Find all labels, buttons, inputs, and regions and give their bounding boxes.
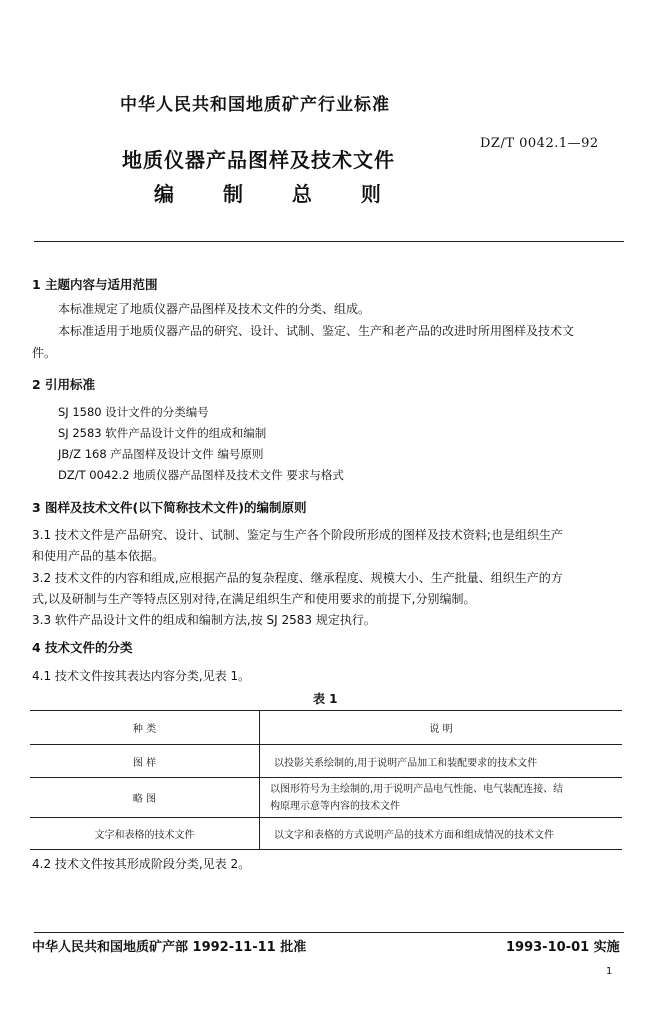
clause-4-1: 4.1 技术文件按其表达内容分类,见表 1。 bbox=[32, 669, 251, 683]
reference-item: SJ 2583 软件产品设计文件的组成和编制 bbox=[58, 426, 267, 440]
clause-3-1: 3.1 技术文件是产品研究、设计、试制、鉴定与生产各个阶段所形成的图样及技术资料;也是组织生产 bbox=[32, 528, 563, 542]
section-1-paragraph-2-cont: 件。 bbox=[32, 346, 57, 360]
clause-3-1-cont: 和使用产品的基本依据。 bbox=[32, 549, 165, 563]
clause-4-2: 4.2 技术文件按其形成阶段分类,见表 2。 bbox=[32, 857, 251, 871]
table-header-description: 说 明 bbox=[260, 711, 623, 745]
clause-3-3: 3.3 软件产品设计文件的组成和编制方法,按 SJ 2583 规定执行。 bbox=[32, 613, 376, 627]
clause-3-2: 3.2 技术文件的内容和组成,应根据产品的复杂程度、继承程度、规模大小、生产批量、组织生产的方 bbox=[32, 571, 563, 585]
reference-item: SJ 1580 设计文件的分类编号 bbox=[58, 405, 209, 419]
header-divider bbox=[34, 241, 624, 242]
table-header-row bbox=[30, 711, 622, 745]
industry-standard-heading: 中华人民共和国地质矿产行业标准 bbox=[120, 95, 390, 115]
table-cell-description-line: 以图形符号为主绘制的,用于说明产品电气性能、电气装配连接、结 bbox=[270, 783, 564, 795]
table-cell-kind: 略 图 bbox=[30, 778, 260, 818]
table-1-caption: 表 1 bbox=[313, 692, 338, 706]
table-cell-description-line: 构原理示意等内容的技术文件 bbox=[270, 800, 400, 812]
table-cell-description: 以文字和表格的方式说明产品的技术方面和组成情况的技术文件 bbox=[260, 818, 623, 850]
section-4-heading: 4 技术文件的分类 bbox=[32, 640, 133, 655]
section-1-paragraph-1: 本标准规定了地质仪器产品图样及技术文件的分类、组成。 bbox=[58, 302, 371, 316]
section-1-paragraph-2: 本标准适用于地质仪器产品的研究、设计、试制、鉴定、生产和老产品的改进时所用图样及技术文 bbox=[58, 324, 575, 338]
clause-3-2-cont: 式,以及研制与生产等特点区别对待,在满足组织生产和使用要求的前提下,分别编制。 bbox=[32, 592, 476, 606]
table-cell-kind: 图 样 bbox=[30, 745, 260, 778]
table-row bbox=[30, 818, 622, 850]
section-2-heading: 2 引用标准 bbox=[32, 377, 96, 392]
table-row bbox=[30, 745, 622, 778]
table-cell-kind: 文字和表格的技术文件 bbox=[30, 818, 260, 850]
classification-table bbox=[30, 710, 622, 850]
section-1-heading: 1 主题内容与适用范围 bbox=[32, 277, 158, 292]
page-number: 1 bbox=[606, 966, 613, 977]
implementation-date: 1993-10-01 实施 bbox=[506, 940, 620, 955]
section-3-heading: 3 图样及技术文件(以下简称技术文件)的编制原则 bbox=[32, 500, 307, 515]
table-cell-description: 以投影关系绘制的,用于说明产品加工和装配要求的技术文件 bbox=[260, 745, 623, 778]
table-cell-description bbox=[260, 778, 623, 818]
table-row bbox=[30, 778, 622, 818]
footer-divider bbox=[34, 932, 624, 933]
approval-note: 中华人民共和国地质矿产部 1992-11-11 批准 bbox=[32, 940, 307, 955]
reference-item: DZ/T 0042.2 地质仪器产品图样及技术文件 要求与格式 bbox=[58, 468, 344, 482]
standard-code: DZ/T 0042.1—92 bbox=[480, 136, 599, 151]
reference-item: JB/Z 168 产品图样及设计文件 编号原则 bbox=[58, 447, 264, 461]
document-title-line1: 地质仪器产品图样及技术文件 bbox=[122, 148, 395, 172]
table-header-kind: 种 类 bbox=[30, 711, 260, 745]
document-title-line2: 编 制 总 则 bbox=[154, 182, 383, 206]
